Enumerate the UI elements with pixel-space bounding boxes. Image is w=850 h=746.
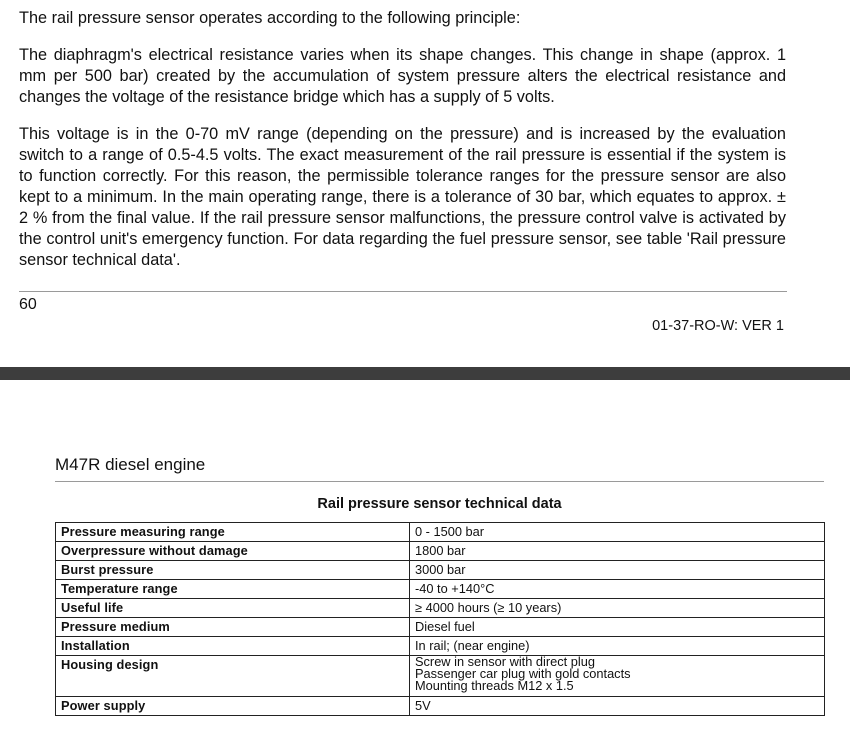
row-label: Housing design — [56, 656, 410, 697]
table-row — [56, 580, 825, 599]
row-label: Temperature range — [56, 580, 410, 599]
row-value: 3000 bar — [410, 561, 825, 580]
principle-paragraph: The diaphragm's electrical resistance varies when its shape changes. This change in shape (approx. 1 mm per 500 bar) created by the accumulation of system pressure alters the electrical resistance and changes the voltage of the resistance bridge which has a supply of 5 volts. — [19, 46, 786, 106]
table-row — [56, 656, 825, 697]
table-row — [56, 637, 825, 656]
spec-table — [55, 522, 825, 716]
row-value: Diesel fuel — [410, 618, 825, 637]
document-code: 01-37-RO-W: VER 1 — [652, 318, 784, 334]
page-number: 60 — [19, 296, 37, 313]
housing-line: Passenger car plug with gold contacts — [415, 666, 631, 681]
table-row — [56, 697, 825, 716]
row-label: Pressure measuring range — [56, 523, 410, 542]
row-value: -40 to +140°C — [410, 580, 825, 599]
row-value: ≥ 4000 hours (≥ 10 years) — [410, 599, 825, 618]
engine-title: M47R diesel engine — [55, 455, 206, 474]
housing-line: Screw in sensor with direct plug — [415, 654, 595, 669]
row-label: Power supply — [56, 697, 410, 716]
intro-paragraph: The rail pressure sensor operates according to the following principle: — [19, 9, 521, 27]
table-row — [56, 599, 825, 618]
row-label: Pressure medium — [56, 618, 410, 637]
page-break-bar — [0, 367, 850, 380]
table-row — [56, 523, 825, 542]
table-row — [56, 542, 825, 561]
table-title: Rail pressure sensor technical data — [317, 496, 562, 512]
section-divider — [55, 481, 824, 482]
row-label: Useful life — [56, 599, 410, 618]
housing-line: Mounting threads M12 x 1.5 — [415, 678, 574, 693]
row-label: Overpressure without damage — [56, 542, 410, 561]
row-value: 5V — [410, 697, 825, 716]
row-value — [410, 656, 825, 697]
row-label: Burst pressure — [56, 561, 410, 580]
voltage-paragraph: This voltage is in the 0-70 mV range (depending on the pressure) and is increased by the evaluation switch to a range of 0.5-4.5 volts. The exact measurement of the rail pressure is essential if the system is to function correctly. For this reason, the permissible tolerance ranges for the pressure sensor are also kept to a minimum. In the main operating range, there is a tolerance of 30 bar, which equates to approx. ± 2 % from the final value. If the rail pressure sensor malfunctions, the pressure control valve is activated by the control unit's emergency function. For data regarding the fuel pressure sensor, see table 'Rail pressure sensor technical data'. — [19, 125, 786, 269]
table-row — [56, 561, 825, 580]
footer-divider — [19, 291, 787, 292]
row-value: 1800 bar — [410, 542, 825, 561]
row-value: 0 - 1500 bar — [410, 523, 825, 542]
table-row — [56, 618, 825, 637]
row-label: Installation — [56, 637, 410, 656]
row-value: In rail; (near engine) — [410, 637, 825, 656]
